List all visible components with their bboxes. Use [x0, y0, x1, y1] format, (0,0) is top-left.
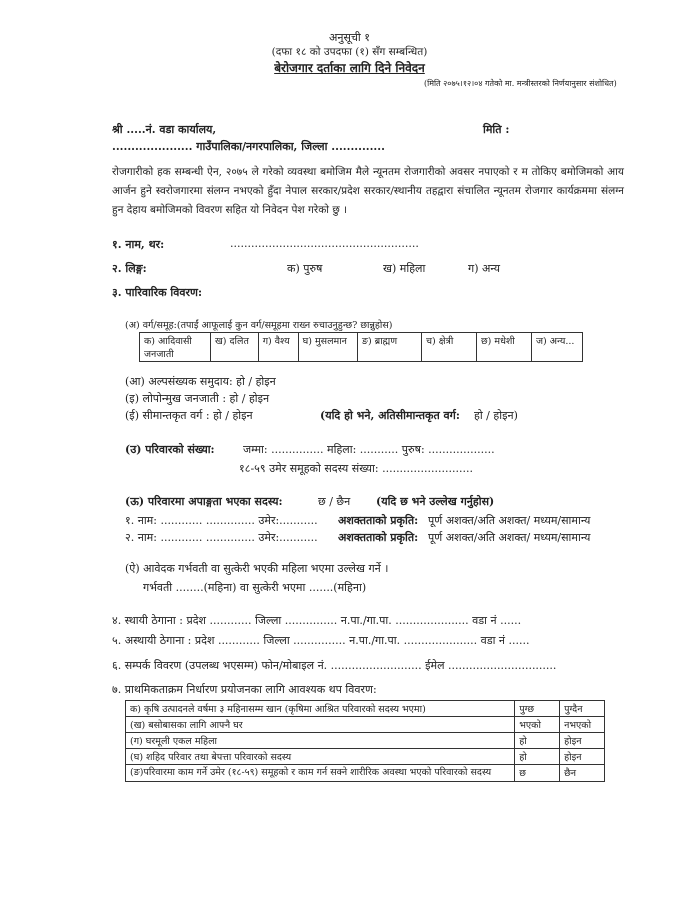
ward-office-line: श्री .....नं. वडा कार्यालय,: [112, 123, 217, 136]
table-row: [126, 749, 605, 765]
caste-table: [139, 332, 583, 362]
temporary-address-line[interactable]: ५. अस्थायी ठेगाना : प्रदेश ............ जिल्ला ............... न.पा./गा.पा. ..................... वडा नं ......: [112, 634, 530, 647]
caste-option-5[interactable]: ङ) ब्राह्मण: [358, 333, 422, 362]
caste-option-3[interactable]: ग) वैश्य: [258, 333, 298, 362]
priority-answer-yes[interactable]: हो: [515, 733, 560, 749]
priority-answer-yes[interactable]: पुग्छ: [515, 701, 560, 717]
priority-answer-yes[interactable]: भएको: [515, 717, 560, 733]
family-count-label: (उ) परिवारको संख्या:: [125, 443, 215, 456]
disability-nature-label-1: अशक्तताको प्रकृति:: [338, 514, 419, 527]
gender-option-male[interactable]: क) पुरुष: [287, 262, 323, 275]
table-row: [126, 717, 605, 733]
pregnancy-fields[interactable]: गर्भवती ........(महिना) वा सुत्केरी भएमा .......(महिना): [143, 581, 367, 594]
minority-question: (आ) अल्पसंख्यक समुदाय: हो / होइन: [125, 375, 276, 388]
priority-answer-no[interactable]: नभएको: [560, 717, 605, 733]
ultra-marginalized-options: हो / होइन): [474, 409, 518, 422]
amendment-note: (मिति २०७५।१२।०४ गतेको मा. मन्त्रीस्तरको निर्णयानुसार संशोधित): [424, 79, 617, 88]
gender-label: २. लिङ्ग:: [112, 262, 147, 275]
ultra-marginalized-label: (यदि हो भने, अतिसीमान्तकृत वर्ग:: [320, 409, 460, 422]
page-title: बेरोजगार दर्ताका लागि दिने निवेदन: [274, 61, 425, 75]
municipality-line: ..................... गाउँपालिका/नगरपालिका, जिल्ला ..............: [112, 140, 385, 153]
disability-nature-label-2: अशक्तताको प्रकृति:: [338, 531, 419, 544]
priority-question: क) कृषि उत्पादनले वर्षमा ३ महिनासम्म खान (कृषिमा आश्रित परिवारको सदस्य भएमा): [126, 701, 515, 717]
table-row: [126, 733, 605, 749]
caste-option-7[interactable]: छ) मधेशी: [477, 333, 532, 362]
permanent-address-line[interactable]: ४. स्थायी ठेगाना : प्रदेश ............ जिल्ला ............... न.पा./गा.पा. ..................... वडा नं ......: [112, 614, 522, 627]
contact-details-line[interactable]: ६. सम्पर्क विवरण (उपलब्ध भएसम्म) फोन/मोबाइल नं. .......................... ईमेल ...............................: [112, 659, 557, 672]
priority-question: (ङ)परिवारमा काम गर्ने उमेर (१८-५९) समूहको र काम गर्न सक्ने शारीरिक अवस्था भएको परिवारको सदस्य: [126, 765, 515, 782]
family-count-fields[interactable]: जम्मा: ............... महिला: ........... पुरुष: ...................: [243, 443, 495, 456]
priority-question: (घ) शहिद परिवार तथा बेपत्ता परिवारको सदस्य: [126, 749, 515, 765]
caste-option-8[interactable]: ज) अन्य...: [532, 333, 583, 362]
priority-answer-yes[interactable]: छ: [515, 765, 560, 782]
caste-option-1[interactable]: क) आदिवासी जनजाती: [140, 333, 211, 362]
priority-answer-no[interactable]: छैन: [560, 765, 605, 782]
priority-answer-no[interactable]: होइन: [560, 733, 605, 749]
caste-option-6[interactable]: च) क्षेत्री: [422, 333, 477, 362]
gender-option-other[interactable]: ग) अन्य: [468, 262, 501, 275]
annex-reference: (दफा १८ को उपदफा (१) सँग सम्बन्धित): [271, 46, 428, 58]
disabled-member-2[interactable]: २. नाम: ............ .............. उमेर:...........: [125, 531, 318, 544]
family-details-label: ३. पारिवारिक विवरण:: [112, 286, 203, 299]
priority-details-label: ७. प्राथमिकताक्रम निर्धारण प्रयोजनका लागि आवश्यक थप विवरण:: [112, 683, 377, 696]
disability-options-1: पूर्ण अशक्त/अति अशक्त/ मध्यम/सामान्य: [428, 514, 591, 527]
intro-paragraph: रोजगारीको हक सम्बन्धी ऐन, २०७५ ले गरेको व्यवस्था बमोजिम मैले न्यूनतम रोजगारीको अवसर नपाएको र म तोकिए बमोजिमको आय आर्जन हुने स्वरोजगारमा संलग्न नभएको हुँदा नेपाल सरकार/प्रदेश सरकार/स्थानीय तहद्वारा संचालित न्यूनतम रोजगार कार्यक्रममा संलग्न हुन देहाय बमोजिमको विवरण सहित यो निवेदन पेश गरेको छु ।: [112, 166, 624, 216]
priority-answer-no[interactable]: होइन: [560, 749, 605, 765]
disability-options-2: पूर्ण अशक्त/अति अशक्त/ मध्यम/सामान्य: [428, 531, 591, 544]
table-row: [126, 765, 605, 782]
date-label: मिति :: [483, 123, 510, 136]
annex-number: अनुसूची १: [329, 31, 370, 44]
working-age-count[interactable]: १८-५९ उमेर समूहको सदस्य संख्या: ..........................: [239, 462, 473, 475]
endangered-question: (इ) लोपोन्मुख जनजाती : हो / होइन: [125, 392, 270, 405]
disabled-members-note: (यदि छ भने उल्लेख गर्नुहोस): [376, 495, 495, 508]
priority-answer-yes[interactable]: हो: [515, 749, 560, 765]
caste-option-4[interactable]: घ) मुसलमान: [298, 333, 357, 362]
priority-question: (ख) बसोबासका लागि आफ्नै घर: [126, 717, 515, 733]
caste-prompt: (अ) वर्ग/समूह:(तपाईं आफूलाई कुन वर्ग/समूहमा राख्न रुचाउनुहुन्छ? छान्नुहोस): [125, 320, 393, 331]
priority-question: (ग) घरमूली एकल महिला: [126, 733, 515, 749]
name-label: १. नाम, थर:: [112, 238, 165, 251]
marginalized-question: (ई) सीमान्तकृत वर्ग : हो / होइन: [125, 409, 253, 422]
pregnancy-question: (ऐ) आवेदक गर्भवती वा सुत्केरी भएकी महिला भएमा उल्लेख गर्ने ।: [125, 562, 389, 575]
table-row: [126, 701, 605, 717]
priority-table: [125, 700, 605, 782]
name-field[interactable]: ......................................................: [230, 237, 419, 250]
disabled-member-1[interactable]: १. नाम: ............ .............. उमेर:...........: [125, 514, 318, 527]
priority-answer-no[interactable]: पुग्दैन: [560, 701, 605, 717]
disabled-members-label: (ऊ) परिवारमा अपाङ्गता भएका सदस्य:: [125, 495, 283, 508]
gender-option-female[interactable]: ख) महिला: [383, 262, 426, 275]
caste-option-2[interactable]: ख) दलित: [211, 333, 259, 362]
disabled-members-options: छ / छैन: [318, 495, 351, 508]
